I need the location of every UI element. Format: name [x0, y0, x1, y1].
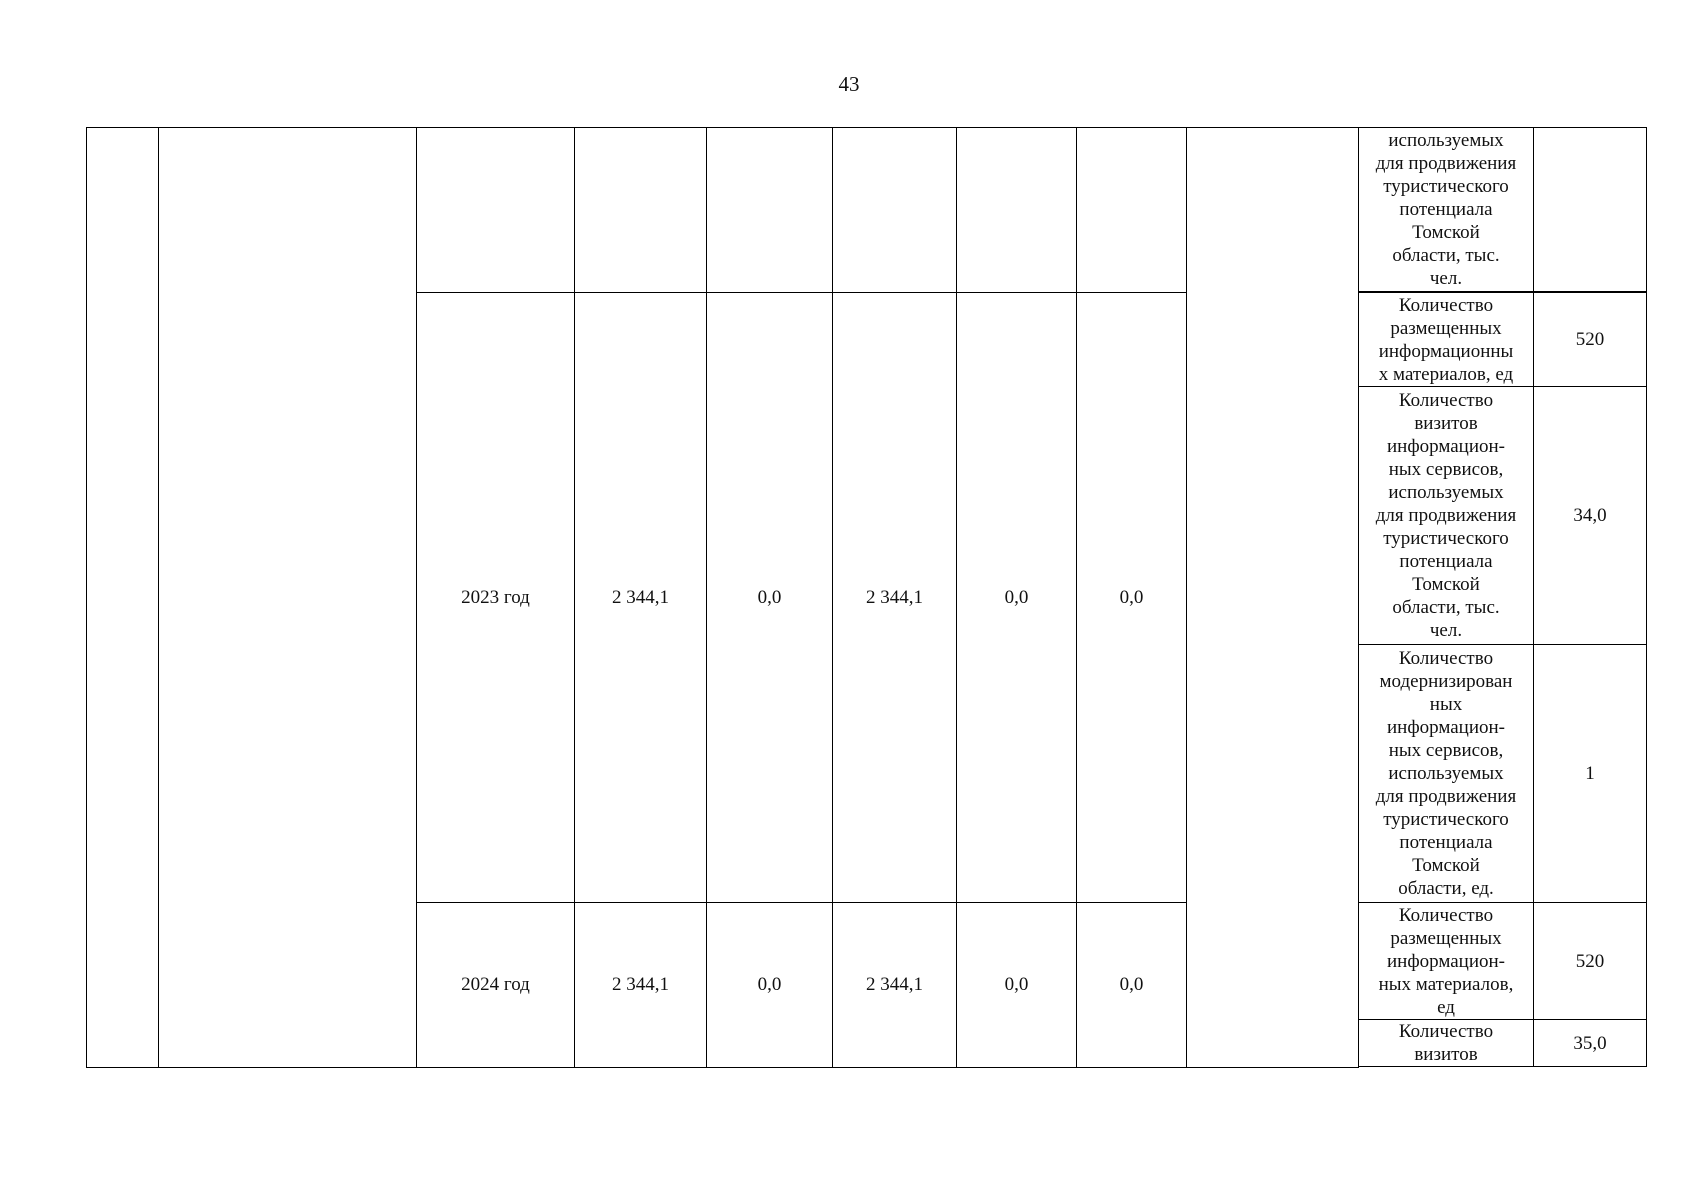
spacer-cell [1647, 1067, 1650, 1068]
number-cell [87, 128, 159, 1068]
year-cell: 2023 год [417, 293, 575, 903]
indicator-name: Количество визитов информацион- ных сервисов, используемых для продвижения туристического потенциала Томской области, тыс. чел. [1359, 387, 1534, 645]
total-cell [575, 128, 707, 293]
other-cell [1077, 128, 1187, 293]
year-cell: 2024 год [417, 903, 575, 1068]
indicator-value: 34,0 [1534, 387, 1647, 645]
local-cell [957, 128, 1077, 293]
table-row [87, 128, 1650, 292]
executor-cell [1187, 128, 1359, 1068]
budget-table [86, 127, 1650, 1068]
spacer-cell [1359, 1067, 1534, 1068]
total-cell: 2 344,1 [575, 293, 707, 903]
indicator-name: используемых для продвижения туристического потенциала Томской области, тыс. чел. [1359, 128, 1534, 292]
year-cell [417, 128, 575, 293]
local-cell: 0,0 [957, 293, 1077, 903]
indicator-name: Количество размещенных информационны х материалов, ед [1359, 293, 1534, 387]
indicator-name: Количество модернизирован ных информацион- ных сервисов, используемых для продвижения туристического потенциала Томской области, ед. [1359, 645, 1534, 903]
event-name-cell [159, 128, 417, 1068]
federal-cell: 0,0 [707, 903, 833, 1068]
indicator-name: Количество размещенных информацион- ных материалов, ед [1359, 903, 1534, 1020]
indicator-name: Количество визитов [1359, 1020, 1534, 1067]
other-cell: 0,0 [1077, 903, 1187, 1068]
indicator-value: 520 [1534, 903, 1647, 1020]
indicator-value: 35,0 [1534, 1020, 1647, 1067]
regional-cell [833, 128, 957, 293]
total-cell: 2 344,1 [575, 903, 707, 1068]
indicator-value: 520 [1534, 293, 1647, 387]
spacer-cell [1534, 1067, 1647, 1068]
other-cell: 0,0 [1077, 293, 1187, 903]
regional-cell: 2 344,1 [833, 903, 957, 1068]
federal-cell [707, 128, 833, 293]
indicator-value [1534, 128, 1647, 292]
regional-cell: 2 344,1 [833, 293, 957, 903]
page-number: 43 [838, 72, 860, 96]
indicator-value: 1 [1534, 645, 1647, 903]
local-cell: 0,0 [957, 903, 1077, 1068]
federal-cell: 0,0 [707, 293, 833, 903]
